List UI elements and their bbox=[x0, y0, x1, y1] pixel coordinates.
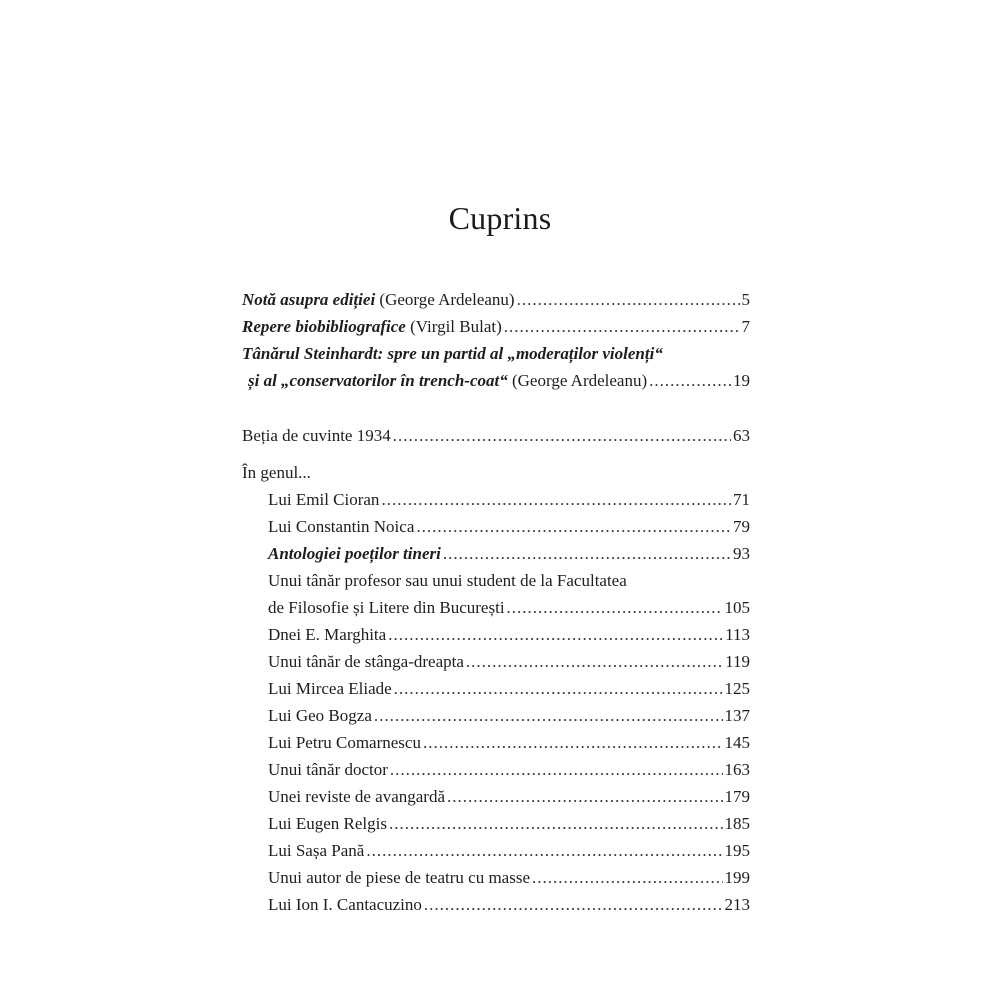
toc-entry-nota bbox=[242, 286, 750, 313]
toc-entry-title: Repere biobibliografice bbox=[242, 317, 406, 336]
toc-page-number: 93 bbox=[733, 544, 750, 563]
toc-entry-label: Dnei E. Marghita bbox=[268, 625, 387, 644]
table-of-contents bbox=[242, 286, 750, 918]
page-title: Cuprins bbox=[448, 200, 552, 236]
toc-entry-tanarul-line1 bbox=[242, 340, 750, 367]
dot-leader bbox=[517, 286, 740, 313]
toc-entry-label: Lui Petru Comarnescu bbox=[268, 733, 421, 752]
toc-entry-author: (George Ardeleanu) bbox=[379, 290, 515, 309]
toc-page-number: 105 bbox=[724, 598, 750, 617]
toc-entry bbox=[242, 783, 750, 810]
dot-leader bbox=[390, 756, 723, 783]
toc-entry-title: și al „conservatorilor în trench-coat“ bbox=[248, 371, 508, 390]
toc-page-number: 71 bbox=[733, 490, 750, 509]
dot-leader bbox=[394, 675, 723, 702]
toc-page-number: 195 bbox=[724, 841, 750, 860]
dot-leader bbox=[447, 783, 723, 810]
dot-leader bbox=[649, 367, 731, 394]
toc-entry-label: Lui Eugen Relgis bbox=[268, 814, 387, 833]
toc-page-number: 7 bbox=[741, 317, 750, 336]
toc-entry bbox=[242, 756, 750, 783]
toc-entry-title: Notă asupra ediției bbox=[242, 290, 376, 309]
toc-entry-tanarul-line2 bbox=[242, 367, 750, 394]
toc-entry-title: Tânărul Steinhardt: spre un partid al „moderaților violenți“ bbox=[242, 344, 663, 363]
toc-entry-label: Lui Emil Cioran bbox=[268, 490, 380, 509]
dot-leader bbox=[507, 594, 723, 621]
toc-page-number: 163 bbox=[724, 760, 750, 779]
dot-leader bbox=[389, 810, 723, 837]
toc-page-number: 199 bbox=[724, 868, 750, 887]
dot-leader bbox=[366, 837, 722, 864]
dot-leader bbox=[532, 864, 723, 891]
toc-entry-author: (Virgil Bulat) bbox=[410, 317, 502, 336]
toc-entry-label bbox=[242, 313, 502, 340]
toc-entry bbox=[242, 513, 750, 540]
section-gap bbox=[242, 449, 750, 459]
toc-entry-label: Lui Ion I. Cantacuzino bbox=[268, 895, 422, 914]
toc-entry bbox=[242, 864, 750, 891]
toc-page-number: 63 bbox=[733, 426, 750, 445]
toc-page-number: 79 bbox=[733, 517, 750, 536]
toc-entry bbox=[242, 837, 750, 864]
toc-entry-repere bbox=[242, 313, 750, 340]
dot-leader bbox=[388, 621, 723, 648]
section-heading-in-genul: În genul... bbox=[242, 463, 311, 482]
toc-entry bbox=[242, 702, 750, 729]
toc-entry-label: Unei reviste de avangardă bbox=[268, 787, 445, 806]
dot-leader bbox=[443, 540, 731, 567]
dot-leader bbox=[504, 313, 740, 340]
toc-entry-label: Unui autor de piese de teatru cu masse bbox=[268, 868, 530, 887]
toc-entry bbox=[242, 540, 750, 567]
toc-page-number: 145 bbox=[724, 733, 750, 752]
toc-entry-label: Lui Sașa Pană bbox=[268, 841, 365, 860]
toc-page-number: 113 bbox=[725, 625, 750, 644]
toc-entry-betia bbox=[242, 422, 750, 449]
toc-page-number: 19 bbox=[733, 371, 750, 390]
dot-leader bbox=[424, 891, 723, 918]
toc-entry-line1: Unui tânăr profesor sau unui student de la Facultatea bbox=[268, 571, 627, 590]
toc-entry-label: Beția de cuvinte 1934 bbox=[242, 426, 391, 445]
dot-leader bbox=[381, 486, 731, 513]
toc-entry bbox=[242, 891, 750, 918]
dot-leader bbox=[393, 422, 731, 449]
dot-leader bbox=[416, 513, 731, 540]
toc-entry bbox=[242, 621, 750, 648]
toc-entry-label: de Filosofie și Litere din București bbox=[268, 598, 505, 617]
dot-leader bbox=[423, 729, 723, 756]
dot-leader bbox=[466, 648, 723, 675]
toc-entry bbox=[242, 648, 750, 675]
toc-page-number: 125 bbox=[724, 679, 750, 698]
toc-page-number: 119 bbox=[725, 652, 750, 671]
toc-entry bbox=[242, 486, 750, 513]
toc-entry bbox=[242, 810, 750, 837]
dot-leader bbox=[374, 702, 723, 729]
toc-entry bbox=[242, 594, 750, 621]
toc-page-number: 185 bbox=[724, 814, 750, 833]
toc-entry bbox=[242, 675, 750, 702]
toc-entry-label: Lui Geo Bogza bbox=[268, 706, 372, 725]
toc-entry-author: (George Ardeleanu) bbox=[511, 371, 648, 390]
toc-entry-label: Antologiei poeților tineri bbox=[268, 544, 441, 563]
toc-entry-label: Lui Mircea Eliade bbox=[268, 679, 392, 698]
toc-entry-label: Unui tânăr doctor bbox=[268, 760, 388, 779]
toc-page-number: 137 bbox=[724, 706, 750, 725]
toc-page-number: 5 bbox=[741, 290, 750, 309]
toc-entry bbox=[242, 729, 750, 756]
toc-entry-label: Unui tânăr de stânga-dreapta bbox=[268, 652, 464, 671]
toc-entry-label bbox=[242, 286, 515, 313]
toc-entry-label bbox=[248, 367, 647, 394]
toc-page-number: 179 bbox=[724, 787, 750, 806]
toc-page-number: 213 bbox=[724, 895, 750, 914]
toc-entry-label: Lui Constantin Noica bbox=[268, 517, 415, 536]
section-gap bbox=[242, 394, 750, 422]
